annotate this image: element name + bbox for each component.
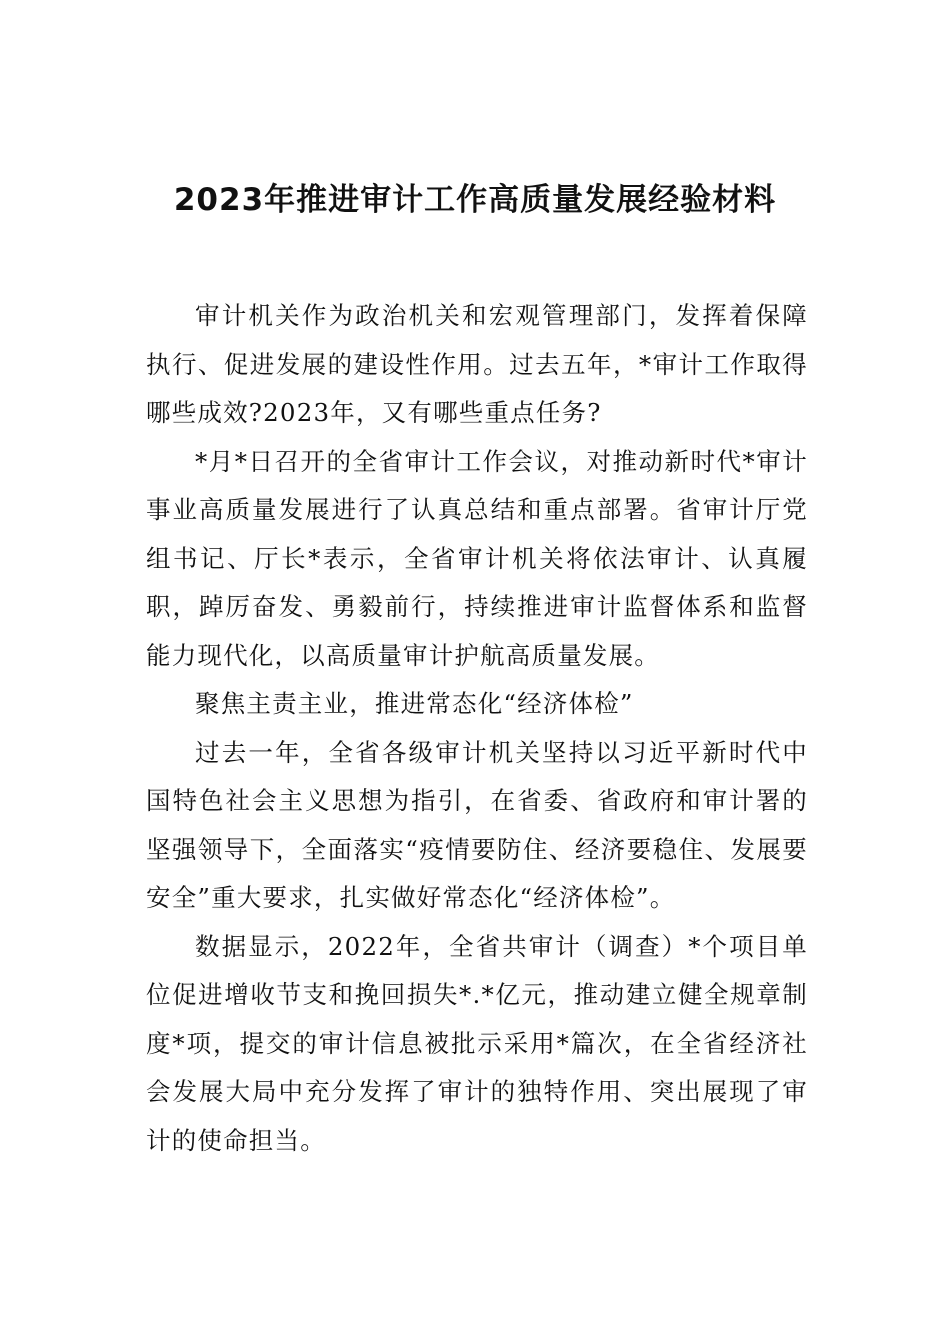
paragraph-intro: 审计机关作为政治机关和宏观管理部门，发挥着保障执行、促进发展的建设性作用。过去五年，*审计工作取得哪些成效?2023年，又有哪些重点任务?: [146, 301, 808, 427]
document-title: 2023年推进审计工作高质量发展经验材料: [173, 181, 777, 218]
paragraph-meeting: *月*日召开的全省审计工作会议，对推动新时代*审计事业高质量发展进行了认真总结和重点部署。省审计厅党组书记、厅长*表示，全省审计机关将依法审计、认真履职，踔厉奋发、勇毅前行，持续推进审计监督体系和监督能力现代化，以高质量审计护航高质量发展。: [146, 446, 808, 670]
paragraph-statistics: 数据显示，2022年，全省共审计（调查）*个项目单位促进增收节支和挽回损失*.*亿元，推动建立健全规章制度*项，提交的审计信息被批示采用*篇次，在全省经济社会发展大局中充分发挥了审计的独特作用、突出展现了审计的使命担当。: [146, 931, 808, 1155]
document-body: [146, 292, 808, 1165]
paragraph-past-year: 过去一年，全省各级审计机关坚持以习近平新时代中国特色社会主义思想为指引，在省委、省政府和审计署的坚强领导下，全面落实“疫情要防住、经济要稳住、发展要安全”重大要求，扎实做好常态化“经济体检”。: [146, 737, 808, 912]
section-heading: 聚焦主责主业，推进常态化“经济体检”: [195, 689, 634, 718]
